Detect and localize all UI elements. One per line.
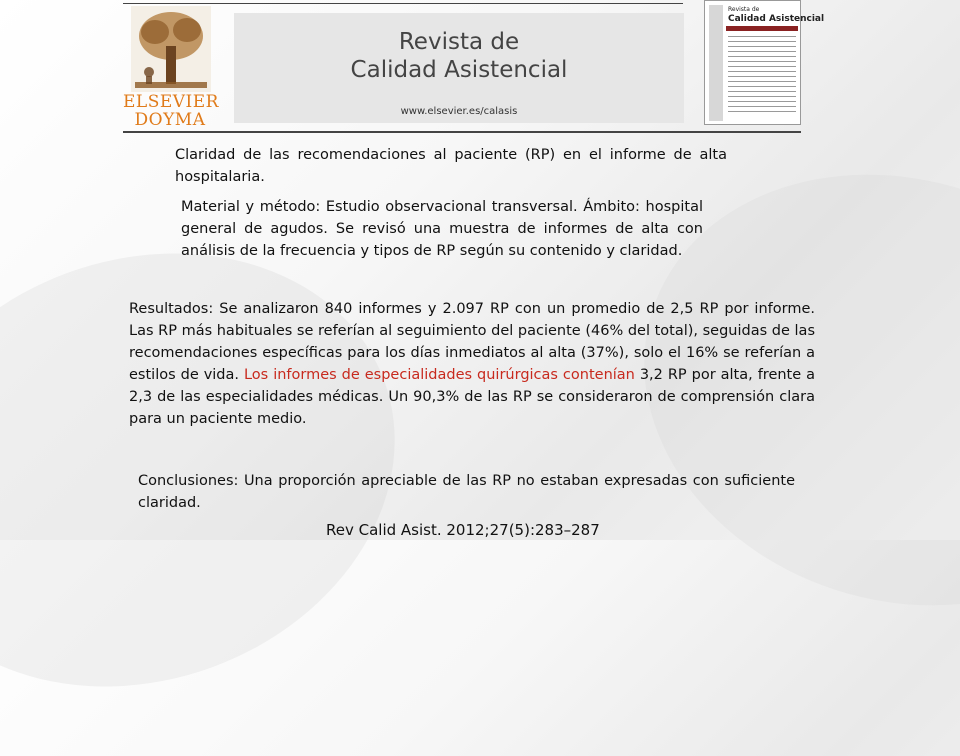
header-rule-bottom: [123, 131, 801, 133]
cover-text-lines: [728, 36, 796, 116]
citation: Rev Calid Asist. 2012;27(5):283–287: [326, 521, 600, 539]
journal-title-line2: Calidad Asistencial: [350, 57, 568, 83]
abstract-conclusions: Conclusiones: Una proporción apreciable de las RP no estaban expresadas con suficiente claridad.: [138, 473, 795, 511]
logo-text-doyma: DOYMA: [134, 110, 206, 130]
tree-icon: [131, 6, 211, 92]
abstract-results: [129, 298, 815, 430]
cover-label-title: Calidad Asistencial: [728, 14, 825, 24]
logo-text-elsevier: ELSEVIER: [123, 92, 219, 112]
cover-color-band: [726, 26, 798, 31]
journal-title-line1: Revista de: [398, 29, 520, 55]
journal-cover-thumbnail: [704, 0, 825, 125]
results-highlight: Los informes de especialidades quirúrgicas contenían: [243, 367, 635, 383]
cover-side-strip: [709, 5, 723, 121]
cover-label-small: Revista de: [728, 6, 760, 13]
results-text-part1: Resultados: Se analizaron 840 informes y 2.097 RP con un promedio de 2,5 RP por informe. Las RP más habituales se referían al seguimiento del paciente (46% del total), seguidas de las recomendaciones específicas para los días inmediatos al alta (37%), solo el 16% se referían a estilos de vida.: [129, 301, 815, 383]
elsevier-doyma-logo: [123, 6, 217, 128]
results-text-part2: 3,2 RP por alta, frente a 2,3 de las especialidades médicas. Un 90,3% de las RP se consideraron de comprensión clara para un paciente medio.: [129, 367, 816, 427]
journal-banner: [234, 13, 684, 123]
abstract-title: Claridad de las recomendaciones al paciente (RP) en el informe de alta hospitalaria.: [175, 147, 727, 185]
journal-header: [123, 0, 825, 135]
header-rule-top: [123, 3, 683, 4]
abstract-methods: Material y método: Estudio observacional transversal. Ámbito: hospital general de agudos. Se revisó una muestra de informes de alta con análisis de la frecuencia y tipos de RP según su contenido y claridad.: [181, 199, 703, 259]
journal-url: www.elsevier.es/calasis: [400, 106, 518, 117]
